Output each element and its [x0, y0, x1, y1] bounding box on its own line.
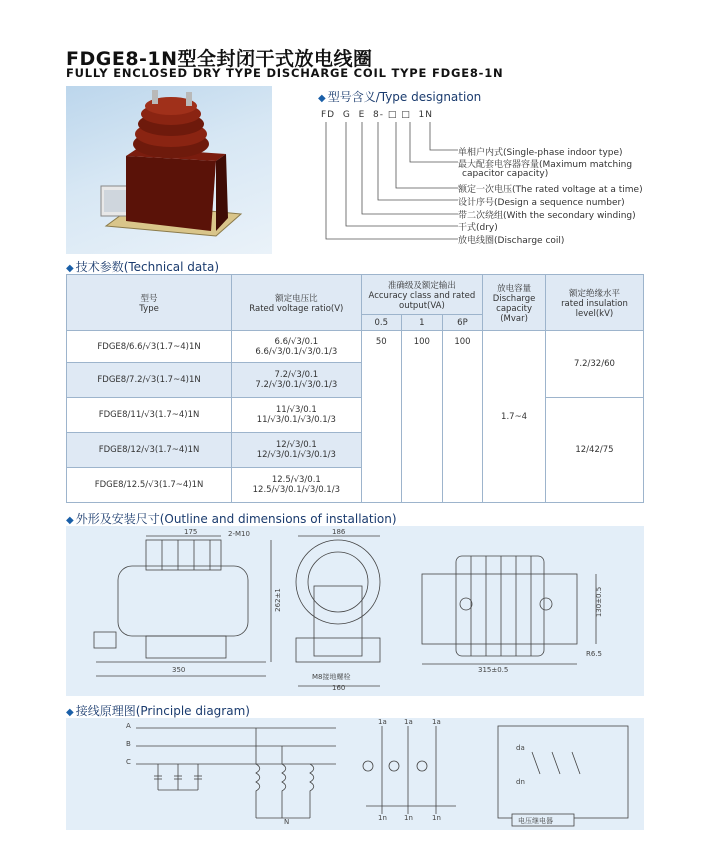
- acc-class: 0.5: [361, 315, 402, 331]
- table-cell: FDGE8/11/√3(1.7~4)1N: [67, 398, 232, 433]
- dim-160: 160: [332, 684, 346, 692]
- dim-175: 175: [184, 528, 198, 536]
- dim-315: 315±0.5: [478, 666, 509, 674]
- table-cell: 100: [402, 331, 443, 503]
- dim-186: 186: [332, 528, 346, 536]
- technical-table: [66, 274, 644, 503]
- table-cell: 12/42/75: [545, 398, 643, 503]
- acc-class: 6P: [442, 315, 483, 331]
- acc-class: 1: [402, 315, 443, 331]
- designation-heading: ◆ 型号含义/Type designation: [318, 90, 482, 104]
- legend-line: 带二次绕组(With the secondary winding): [458, 211, 636, 221]
- designation-leader-lines: [318, 120, 468, 245]
- phase-label: B: [126, 740, 131, 748]
- dim-350: 350: [172, 666, 186, 674]
- terminal-label: 1a: [378, 718, 387, 726]
- neutral-label: N: [284, 818, 290, 826]
- page-subtitle: FULLY ENCLOSED DRY TYPE DISCHARGE COIL TYPE FDGE8-1N: [66, 66, 504, 80]
- table-cell: 11/√3/0.1 11/√3/0.1/√3/0.1/3: [232, 398, 361, 433]
- phase-label: A: [126, 722, 131, 730]
- table-cell: FDGE8/6.6/√3(1.7~4)1N: [67, 331, 232, 363]
- col-accuracy: 准确级及额定输出 Accuracy class and rated output(VA): [361, 275, 483, 315]
- col-type: 型号 Type: [67, 275, 232, 331]
- col-ratio: 额定电压比 Rated voltage ratio(V): [232, 275, 361, 331]
- legend-line: capacitor capacity): [462, 169, 549, 179]
- table-cell: FDGE8/7.2/√3(1.7~4)1N: [67, 363, 232, 398]
- legend-line: 最大配套电容器容量(Maximum matching: [458, 160, 633, 170]
- da-label: da: [516, 744, 525, 752]
- dim-m10: 2-M10: [228, 530, 250, 538]
- outline-drawing: [66, 526, 644, 696]
- relay-label: 电压继电器: [518, 817, 553, 825]
- table-cell: 7.2/32/60: [545, 331, 643, 398]
- dim-130: 130±0.5: [595, 586, 604, 618]
- designation-code: FD G E 8- □ □ 1N: [321, 110, 433, 120]
- col-capacity: 放电容量 Discharge capacity (Mvar): [483, 275, 546, 331]
- dim-r65: R6.5: [586, 650, 602, 658]
- dim-m8: M8接地螺栓: [312, 673, 351, 681]
- table-cell: 1.7~4: [483, 331, 546, 503]
- legend-line: 设计序号(Design a sequence number): [458, 198, 625, 208]
- dn-label: dn: [516, 778, 525, 786]
- table-cell: 50: [361, 331, 402, 503]
- table-cell: 6.6/√3/0.1 6.6/√3/0.1/√3/0.1/3: [232, 331, 361, 363]
- terminal-label: 1n: [378, 814, 387, 822]
- phase-label: C: [126, 758, 131, 766]
- terminal-label: 1a: [404, 718, 413, 726]
- table-cell: 12/√3/0.1 12/√3/0.1/√3/0.1/3: [232, 433, 361, 468]
- legend-line: 单相户内式(Single-phase indoor type): [458, 148, 623, 158]
- product-photo: [66, 86, 272, 254]
- terminal-label: 1a: [432, 718, 441, 726]
- technical-heading: ◆ 技术参数(Technical data): [66, 260, 220, 274]
- table-cell: 7.2/√3/0.1 7.2/√3/0.1/√3/0.1/3: [232, 363, 361, 398]
- terminal-label: 1n: [404, 814, 413, 822]
- outline-heading: ◆ 外形及安装尺寸(Outline and dimensions of installation): [66, 512, 397, 526]
- table-cell: 100: [442, 331, 483, 503]
- principle-drawing: [66, 718, 644, 830]
- legend-line: 干式(dry): [458, 223, 498, 233]
- legend-line: 额定一次电压(The rated voltage at a time): [458, 185, 643, 195]
- col-insulation: 额定绝缘水平 rated insulation level(kV): [545, 275, 643, 331]
- table-cell: 12.5/√3/0.1 12.5/√3/0.1/√3/0.1/3: [232, 468, 361, 503]
- dim-262: 262±1: [273, 588, 282, 612]
- principle-heading: ◆ 接线原理图(Principle diagram): [66, 704, 250, 718]
- terminal-label: 1n: [432, 814, 441, 822]
- table-cell: FDGE8/12.5/√3(1.7~4)1N: [67, 468, 232, 503]
- page-title: FDGE8-1N型全封闭干式放电线圈: [66, 48, 373, 70]
- legend-line: 放电线圈(Discharge coil): [458, 236, 565, 246]
- table-cell: FDGE8/12/√3(1.7~4)1N: [67, 433, 232, 468]
